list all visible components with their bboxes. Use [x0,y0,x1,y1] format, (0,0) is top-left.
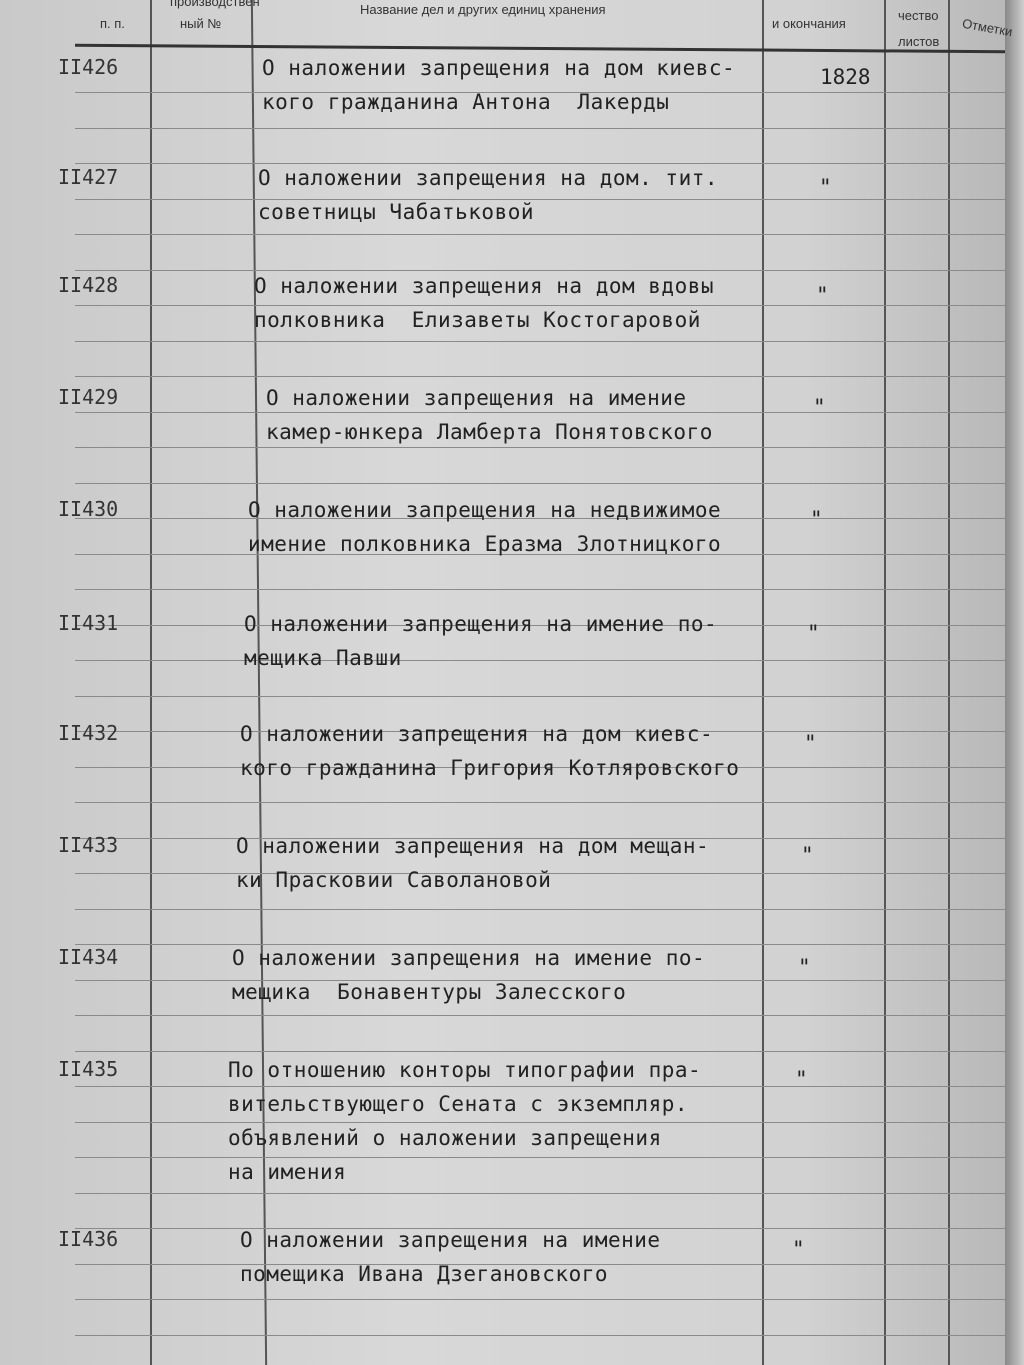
row-number: II426 [58,55,119,79]
ruled-line [75,1193,1005,1194]
row-number: II436 [58,1227,119,1251]
column-divider [150,0,152,1365]
row-number: II428 [58,273,119,297]
row-title-line: О наложении запрещения на дом. тит. [258,166,719,190]
ruled-line [75,376,1005,377]
ruled-line [75,1051,1005,1052]
row-year: " [792,1237,805,1261]
row-year: " [795,1067,808,1091]
header-notes: Отметки [961,15,1014,40]
ruled-line [75,1086,1005,1087]
page-edge [1005,0,1024,1365]
row-title-line: О наложении запрещения на недвижимое [248,498,722,522]
ruled-line [75,909,1005,910]
row-title-line: камер-юнкера Ламберта Понятовского [266,420,713,444]
ruled-line [75,1299,1005,1300]
column-divider [762,0,764,1365]
row-year: " [816,283,829,307]
row-title-line: кого гражданина Антона Лакерды [262,90,670,114]
row-number: II434 [58,945,119,969]
ruled-line [75,660,1005,661]
row-year: " [804,731,817,755]
row-title-line: О наложении запрещения на имение [240,1228,661,1252]
row-year: " [798,955,811,979]
row-number: II435 [58,1057,119,1081]
row-title-line: О наложении запрещения на имение [266,386,687,410]
row-number: II432 [58,721,119,745]
ruled-line [75,483,1005,484]
row-title-line: полковника Елизаветы Костогаровой [254,308,701,332]
row-number: II431 [58,611,119,635]
row-title-line: помещика Ивана Дзегановского [240,1262,609,1286]
row-title-line: О наложении запрещения на дом вдовы [254,274,715,298]
header-num: п. п. [100,16,125,31]
row-title-line: О наложении запрещения на имение по- [244,612,718,636]
column-divider [948,0,950,1365]
header-sheets-1: чество [898,8,939,23]
ruled-line [75,589,1005,590]
ruled-line [75,128,1005,129]
row-title-line: на имения [228,1160,347,1184]
row-number: II430 [58,497,119,521]
row-title-line: ки Прасковии Саволановой [236,868,552,892]
row-title-line: кого гражданина Григория Котляровского [240,756,740,780]
row-number: II429 [58,385,119,409]
ruled-line [75,1335,1005,1336]
row-title-line: советницы Чабатьковой [258,200,535,224]
row-title-line: объявлений о наложении запрещения [228,1126,662,1150]
header-sheets-2: листов [898,34,940,49]
ruled-line [75,341,1005,342]
row-title-line: имение полковника Еразма Злотницкого [248,532,722,556]
row-title-line: По отношению конторы типографии пра- [228,1058,702,1082]
ruled-line [75,1015,1005,1016]
ruled-line [75,199,1005,200]
row-number: II427 [58,165,119,189]
header-prod-top: производствен [170,0,260,9]
row-title-line: мещика Бонавентуры Залесского [232,980,627,1004]
header-title: Название дел и других единиц хранения [360,2,606,17]
ruled-line [75,1157,1005,1158]
row-year: " [813,395,826,419]
row-year: " [810,507,823,531]
row-title-line: мещика Павши [244,646,402,670]
ruled-line [75,802,1005,803]
row-year: 1828 [820,65,871,89]
ruled-line [75,234,1005,235]
column-divider [884,0,886,1365]
row-title-line: О наложении запрещения на дом мещан- [236,834,710,858]
row-title-line: О наложении запрещения на дом киевс- [240,722,714,746]
row-number: II433 [58,833,119,857]
row-year: " [819,175,832,199]
row-year: " [807,621,820,645]
row-year: " [801,843,814,867]
row-title-line: вительствующего Сената с экземпляр. [228,1092,689,1116]
header-prod: ный № [180,16,222,31]
row-title-line: О наложении запрещения на дом киевс- [262,56,736,80]
ruled-line [75,696,1005,697]
row-title-line: О наложении запрещения на имение по- [232,946,706,970]
header-dates: и окончания [772,16,846,31]
